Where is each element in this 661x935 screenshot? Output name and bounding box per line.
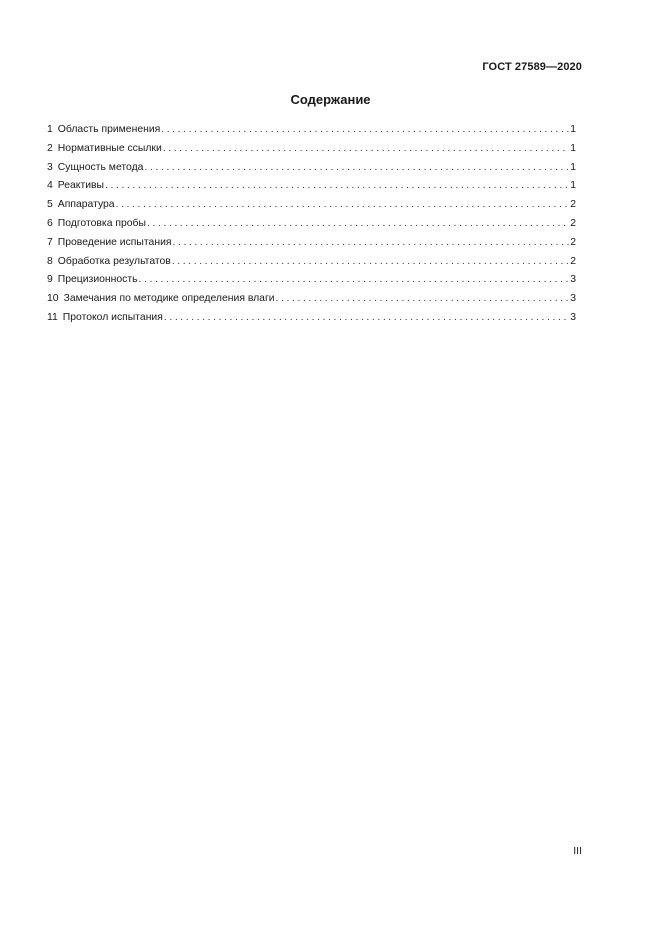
toc-item-label: Протокол испытания [62, 311, 163, 323]
toc-item-number: 1 [47, 124, 53, 135]
toc-item-page: 3 [570, 311, 576, 323]
toc-item-number: 8 [47, 255, 53, 267]
page-number: III [573, 845, 582, 857]
toc-item-label: Реактивы [57, 180, 105, 192]
toc-leader-dots [276, 290, 570, 309]
toc-leader-dots [147, 215, 569, 234]
toc-item-scope[interactable] [47, 121, 576, 140]
toc-item-label: Прецизионность [57, 274, 138, 286]
toc-item-number: 3 [47, 161, 53, 173]
toc-item-test-report[interactable] [47, 309, 576, 328]
toc-leader-dots [144, 159, 569, 178]
toc-title: Содержание [290, 92, 371, 107]
toc-leader-dots [163, 140, 569, 159]
toc-item-page: 1 [570, 124, 576, 135]
toc-item-number: 9 [47, 274, 53, 286]
toc-item-page: 2 [570, 199, 576, 211]
toc-item-number: 5 [47, 199, 53, 211]
toc-item-sample-preparation[interactable] [47, 215, 576, 234]
toc-item-moisture-method-notes[interactable] [47, 290, 576, 309]
toc-item-page: 2 [570, 217, 576, 229]
toc-leader-dots [164, 309, 569, 328]
toc-item-page: 1 [570, 142, 576, 154]
toc-item-method-essence[interactable] [47, 159, 576, 178]
toc-item-label: Сущность метода [57, 161, 144, 173]
toc-item-label: Нормативные ссылки [57, 142, 162, 154]
toc-item-label: Замечания по методике определения влаги [63, 293, 275, 305]
document-code: ГОСТ 27589—2020 [482, 61, 582, 73]
toc-item-apparatus[interactable] [47, 196, 576, 215]
toc-item-page: 3 [570, 274, 576, 286]
toc-item-results-processing[interactable] [47, 253, 576, 272]
toc-leader-dots [105, 177, 569, 196]
toc-item-label: Аппаратура [57, 199, 115, 211]
toc-item-number: 4 [47, 180, 53, 192]
table-of-contents [47, 121, 576, 328]
toc-item-label: Область применения [57, 124, 161, 135]
toc-item-page: 1 [570, 161, 576, 173]
toc-item-precision[interactable] [47, 271, 576, 290]
toc-item-label: Обработка результатов [57, 255, 171, 267]
toc-leader-dots [116, 196, 570, 215]
toc-item-page: 3 [570, 293, 576, 305]
toc-item-number: 2 [47, 142, 53, 154]
toc-item-label: Подготовка пробы [57, 217, 146, 229]
toc-leader-dots [173, 234, 570, 253]
toc-item-number: 7 [47, 236, 53, 248]
toc-leader-dots [172, 253, 569, 272]
toc-item-page: 1 [570, 180, 576, 192]
toc-item-label: Проведение испытания [57, 236, 172, 248]
toc-item-normative-references[interactable] [47, 140, 576, 159]
toc-item-number: 10 [47, 293, 59, 305]
toc-item-page: 2 [570, 236, 576, 248]
toc-item-reagents[interactable] [47, 177, 576, 196]
toc-item-number: 11 [47, 311, 58, 323]
toc-item-number: 6 [47, 217, 53, 229]
toc-item-page: 2 [570, 255, 576, 267]
toc-leader-dots [139, 271, 570, 290]
toc-leader-dots [161, 121, 569, 140]
toc-item-test-procedure[interactable] [47, 234, 576, 253]
